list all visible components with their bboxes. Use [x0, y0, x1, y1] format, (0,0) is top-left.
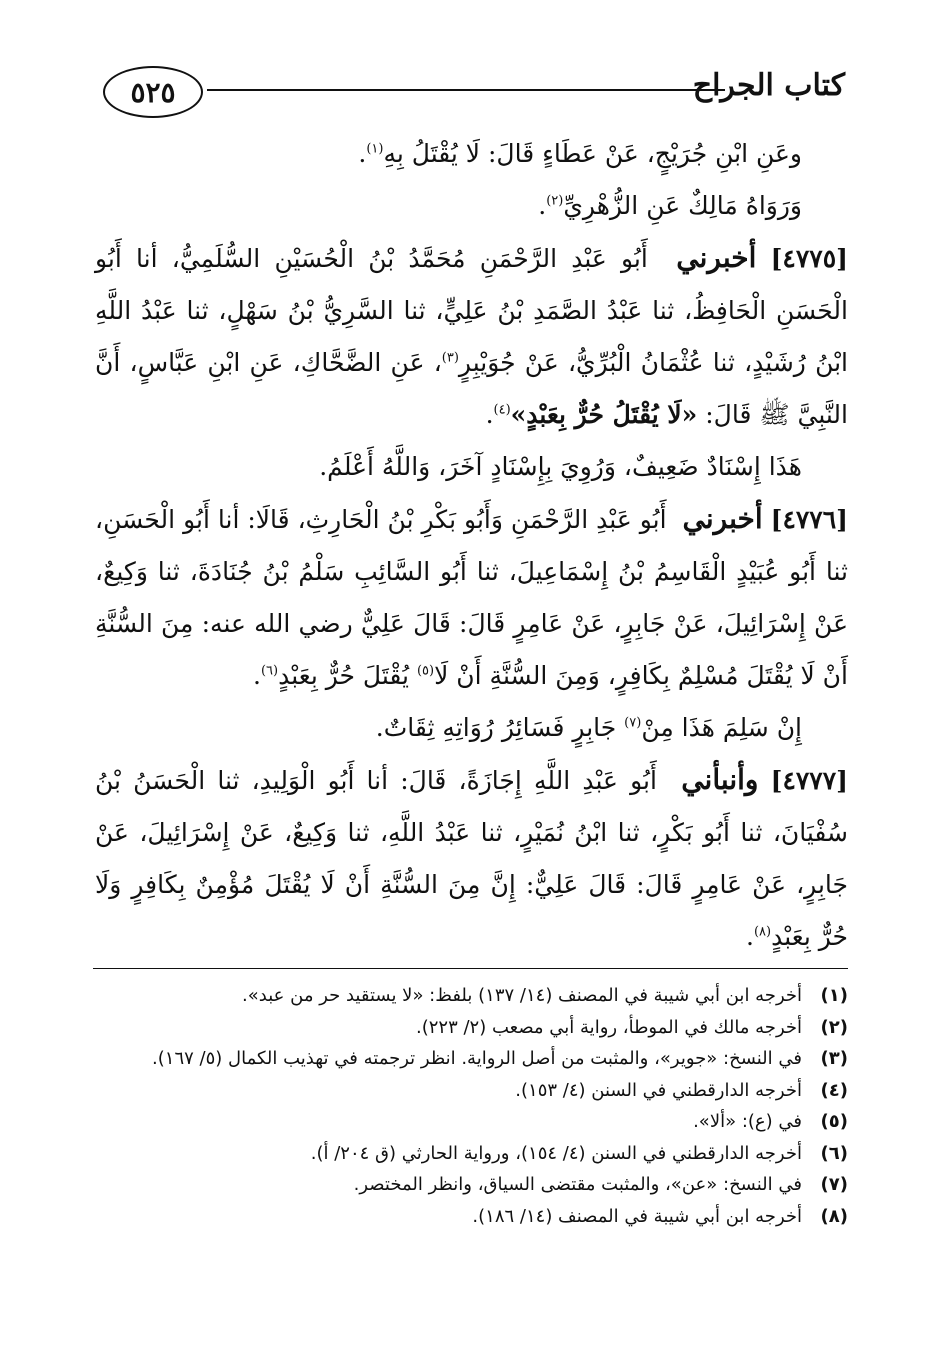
footnote-number: (١) [820, 985, 848, 1006]
paragraph-malik: وَرَوَاهُ مَالِكٌ عَنِ الزُّهْرِيِّ$^{(٢)}$. [538, 191, 802, 220]
footnote-item [95, 1201, 848, 1233]
footnote-ref: (١) [366, 141, 384, 157]
narration-verb: أخبرني [682, 502, 763, 535]
footnote-item [95, 1169, 848, 1201]
footnote-number: (٤) [820, 1079, 848, 1101]
footnote-item [95, 1075, 848, 1107]
footnote-text: في النسخ: «جوير»، والمثبت من أصل الرواية. انظر ترجمته في تهذيب الكمال (٥/ ١٦٧). [152, 1048, 802, 1069]
page-number: ٥٢٥ [103, 66, 203, 118]
footnote-number: (٧) [820, 1174, 848, 1195]
footnote-ref: (٤) [493, 402, 511, 418]
footnote-text: في النسخ: «عن»، والمثبت مقتضى السياق، وانظر المختصر. [353, 1174, 802, 1195]
footnote-number: (٥) [820, 1111, 848, 1132]
paragraph-weak-chain: هَذَا إِسْنَادٌ ضَعِيفٌ، وَرُوِيَ بِإِسْنَادٍ آخَرَ، وَاللَّهُ أَعْلَمُ. [319, 452, 802, 481]
narration-verb: أخبرني [676, 241, 757, 274]
footnote-number: (٦) [820, 1142, 848, 1164]
hadith-number: [٤٧٧٥] [770, 244, 848, 273]
footnote-ref: (٨) [753, 924, 772, 940]
narration-verb: وأنبأني [681, 763, 759, 796]
footnotes [95, 980, 848, 1232]
paragraph-jabir: إِنْ سَلِمَ هَذَا مِنْ$^{(٧)}$ جَابِرٍ فَسَائِرُ رُوَاتِهِ ثِقَاتٌ. [375, 713, 802, 742]
footnote-ref: (٣) [441, 350, 459, 366]
hadith-number: [٤٧٧٦] [770, 505, 848, 534]
footnote-text: أخرجه الدارقطني في السنن (٤/ ١٥٤)، ورواية الحارثي (ق ٢٠٤/ أ). [310, 1142, 802, 1164]
footnote-number: (٣) [820, 1048, 848, 1069]
footnote-number: (٨) [820, 1205, 848, 1227]
footnote-separator [93, 968, 848, 969]
page-header [95, 58, 845, 122]
footnote-text: أخرجه ابن أبي شيبة في المصنف (١٤/ ١٣٧) بلفظ: «لا يستقيد حر من عبد». [242, 985, 802, 1006]
hadith-4775: [٤٧٧٥] أخبرني أَبُو عَبْدِ الرَّحْمَنِ مُحَمَّدُ بْنُ الْحُسَيْنِ السُّلَمِيُّ، أنا أَبُو الْحَسَنِ الْحَافِظُ، ثنا عَبْدُ الصَّمَدِ بْنُ عَلِيٍّ، ثنا السَّرِيُّ بْنُ سَهْلٍ، ثنا عَبْدُ اللَّهِ ابْنُ رُشَيْدٍ، ثنا عُثْمَانُ الْبُرِّيُّ، عَنْ جُوَيْبِرٍ$^{(٣)}$، عَنِ الضَّحَّاكِ، عَنِ ابْنِ عَبَّاسٍ، أَنَّ النَّبِيَّ ﷺ قَالَ: «لَا يُقْتَلُ حُرٌّ بِعَبْدٍ»$^{(٤)}$. [95, 241, 848, 429]
footnote-text: في (ع): «ألا». [693, 1111, 802, 1132]
header-rule [207, 89, 725, 91]
paragraph-ibn-jurayj: وعَنِ ابْنِ جُرَيْجٍ، عَنْ عَطَاءٍ قَالَ: لَا يُقْتَلُ بِهِ$^{(١)}$. [358, 139, 802, 168]
footnote-ref: (٧) [624, 715, 642, 731]
prophetic-quote: «لَا يُقْتَلُ حُرٌّ بِعَبْدٍ» [510, 400, 698, 429]
footnote-text: أخرجه مالك في الموطأ، رواية أبي مصعب (٢/ ٢٢٣). [415, 1016, 802, 1038]
footnote-text: أخرجه ابن أبي شيبة في المصنف (١٤/ ١٨٦). [472, 1205, 802, 1227]
footnote-item [95, 1106, 848, 1138]
book-title: كتاب الجراح [692, 68, 845, 103]
footnote-item [95, 1012, 848, 1044]
hadith-number: [٤٧٧٧] [770, 766, 848, 795]
footnote-text: أخرجه الدارقطني في السنن (٤/ ١٥٣). [515, 1079, 802, 1101]
main-text [95, 128, 848, 963]
footnote-item [95, 1138, 848, 1170]
footnote-item [95, 980, 848, 1012]
footnote-ref: (٢) [546, 193, 564, 209]
footnote-item [95, 1043, 848, 1075]
footnote-ref: (٥) [416, 663, 435, 679]
hadith-4777: [٤٧٧٧] وأنبأني أَبُو عَبْدِ اللَّهِ إِجَازَةً، قَالَ: أنا أَبُو الْوَلِيدِ، ثنا الْحَسَنُ بْنُ سُفْيَانَ، ثنا أَبُو بَكْرٍ، ثنا ابْنُ نُمَيْرٍ، ثنا عَبْدُ اللَّهِ، ثنا وَكِيعٌ، عَنْ إِسْرَائِيلَ، عَنْ جَابِرٍ، عَنْ عَامِرٍ قَالَ: قَالَ عَلِيٌّ: إِنَّ مِنَ السُّنَّةِ أَنْ لَا يُقْتَلَ مُؤْمِنٌ بِكَافِرٍ وَلَا حُرٌّ بِعَبْدٍ$^{(٨)}$. [95, 763, 848, 951]
footnote-ref: (٦) [260, 663, 279, 679]
hadith-4776: [٤٧٧٦] أخبرني أَبُو عَبْدِ الرَّحْمَنِ وَأَبُو بَكْرِ بْنُ الْحَارِثِ، قَالَا: أنا أَبُو الْحَسَنِ، ثنا أَبُو عُبَيْدٍ الْقَاسِمُ بْنُ إِسْمَاعِيلَ، ثنا أَبُو السَّائِبِ سَلْمُ بْنُ جُنَادَةَ، ثنا وَكِيعٌ، عَنْ إِسْرَائِيلَ، عَنْ جَابِرٍ، عَنْ عَامِرٍ قَالَ: قَالَ عَلِيٌّ رضي الله عنه: مِنَ السُّنَّةِ أَنْ لَا يُقْتَلَ مُسْلِمٌ بِكَافِرٍ، وَمِنَ السُّنَّةِ أَنْ لَا$^{(٥)}$ يُقْتَلَ حُرٌّ بِعَبْدٍ$^{(٦)}$. [95, 502, 848, 690]
footnote-number: (٢) [820, 1016, 848, 1038]
